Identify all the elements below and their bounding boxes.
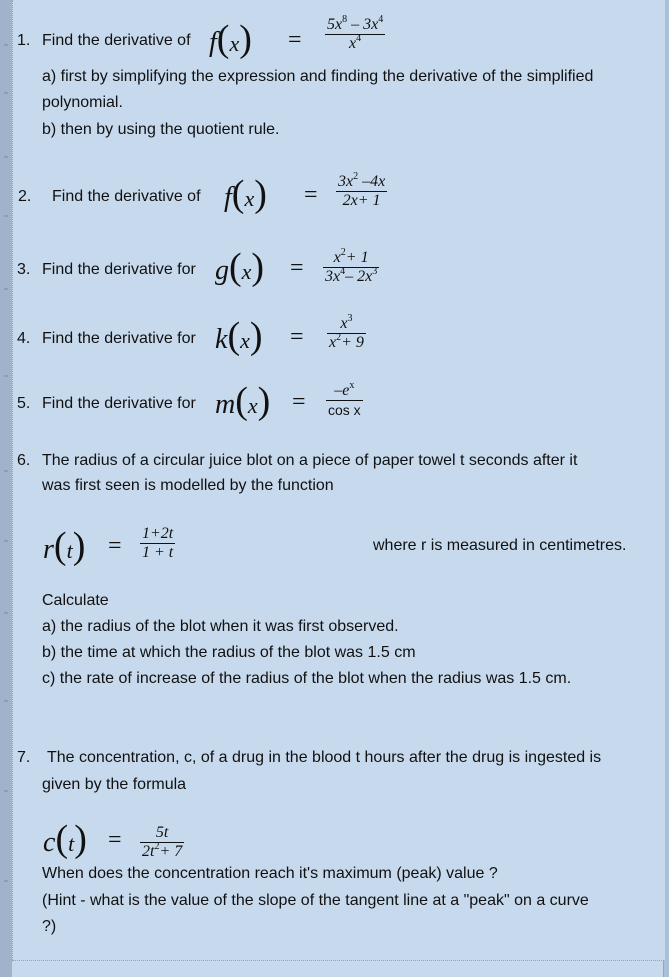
q1-text: Find the derivative of [42, 32, 191, 49]
q2-equals: = [304, 182, 318, 208]
q3-num: x [333, 249, 341, 266]
q3-function-name: g [215, 255, 229, 286]
q1-function: f(x) [209, 18, 252, 60]
q4-fraction [327, 315, 366, 352]
q4-num-exp: 3 [347, 313, 353, 324]
q5-function-arg: x [247, 393, 258, 418]
q2-num-exp: 2 [353, 171, 359, 182]
q3-equals: = [290, 255, 304, 281]
q4-function-name: k [215, 324, 228, 355]
q7-den-rest: + 7 [159, 843, 183, 860]
q3-den-b: – 2x [345, 268, 373, 285]
q6-part-a: a) the radius of the blot when it was first observed. [42, 618, 399, 635]
q6-number: 6. [17, 452, 31, 469]
q6-function-arg: t [66, 538, 73, 563]
q7-line2: given by the formula [42, 776, 187, 793]
q2-num: 3x [338, 173, 354, 190]
q4-function-arg: x [240, 328, 250, 353]
q1-den-exp: 4 [356, 33, 362, 44]
q6-where: where r is measured in centimetres. [373, 537, 627, 554]
q3-function: g(x) [215, 246, 265, 288]
q2-function: f(x) [224, 173, 267, 215]
q2-num-rest: –4x [358, 173, 386, 190]
q3-number: 3. [17, 261, 31, 278]
q4-function: k(x) [215, 315, 263, 357]
q5-den: cos x [328, 402, 361, 418]
left-page-edge [0, 0, 12, 977]
q1-function-name: f [209, 27, 217, 58]
q6-line2: was first seen is modelled by the function [42, 477, 334, 494]
q3-den-b-exp: 3 [372, 266, 378, 277]
q1-part-b: b) then by using the quotient rule. [42, 121, 280, 138]
q7-num: 5t [155, 824, 169, 841]
q5-number: 5. [17, 395, 31, 412]
q6-calculate: Calculate [42, 592, 109, 609]
q7-question: When does the concentration reach it's maximum (peak) value ? [42, 865, 498, 882]
q7-den: 2t [142, 843, 155, 860]
q4-den-rest: + 9 [341, 334, 364, 351]
q7-fraction [140, 824, 184, 861]
q3-den-a-exp: 4 [340, 266, 346, 277]
q6-num: 1+2t [142, 525, 174, 542]
q7-function: c(t) [43, 818, 87, 860]
sheet-bottom-border [12, 960, 664, 961]
q6-function-name: r [43, 534, 54, 565]
q6-fraction [140, 525, 175, 562]
q4-equals: = [290, 324, 304, 350]
q3-den-a: 3x [325, 268, 341, 285]
q7-number: 7. [17, 749, 31, 766]
q5-function-name: m [215, 389, 236, 420]
q1-part-a-line2: polynomial. [42, 94, 123, 111]
q1-den: x [349, 35, 357, 52]
q2-fraction [336, 173, 387, 210]
q7-function-name: c [43, 827, 56, 858]
q3-fraction [323, 249, 379, 286]
q4-den-exp: 2 [336, 332, 342, 343]
q3-text: Find the derivative for [42, 261, 196, 278]
q2-function-arg: x [244, 186, 255, 211]
q6-den: 1 + t [142, 544, 174, 561]
q7-hint-line1: (Hint - what is the value of the slope of the tangent line at a "peak" on a curve [42, 892, 589, 909]
worksheet [12, 0, 665, 960]
q3-num-rest: + 1 [345, 249, 369, 266]
q7-den-exp: 2 [154, 841, 160, 852]
q3-num-exp: 2 [340, 247, 346, 258]
q2-function-name: f [224, 182, 232, 213]
q1-fraction [325, 16, 385, 53]
q2-den: 2x+ 1 [342, 192, 381, 209]
q1-function-arg: x [229, 31, 240, 56]
q1-num-b-exp: 4 [378, 14, 384, 25]
q6-function: r(t) [43, 525, 86, 567]
q6-part-c: c) the rate of increase of the radius of the blot when the radius was 1.5 cm. [42, 670, 572, 687]
q2-number: 2. [18, 188, 32, 205]
q5-fraction [326, 382, 363, 419]
q2-text: Find the derivative of [52, 188, 201, 205]
q7-equals: = [108, 827, 122, 853]
q6-equals: = [108, 533, 122, 559]
q3-function-arg: x [241, 259, 252, 284]
q1-num-a: 5x [327, 16, 343, 33]
q1-number: 1. [17, 32, 31, 49]
q1-part-a-line1: a) first by simplifying the expression and finding the derivative of the simplified [42, 68, 594, 85]
q5-text: Find the derivative for [42, 395, 196, 412]
q5-num-exp: x [349, 380, 355, 391]
q6-part-b: b) the time at which the radius of the blot was 1.5 cm [42, 644, 416, 661]
q1-num-b: – 3x [351, 16, 379, 33]
q7-line1: The concentration, c, of a drug in the blood t hours after the drug is ingested is [47, 749, 602, 766]
q5-function: m(x) [215, 380, 271, 422]
q5-num: –e [334, 382, 350, 399]
q7-hint-line2: ?) [42, 918, 57, 935]
q1-num-a-exp: 8 [342, 14, 348, 25]
q7-function-arg: t [68, 831, 75, 856]
q4-num: x [340, 315, 348, 332]
q1-equals: = [288, 27, 302, 53]
q4-den: x [329, 334, 337, 351]
q4-text: Find the derivative for [42, 330, 196, 347]
q6-line1: The radius of a circular juice blot on a piece of paper towel t seconds after it [42, 452, 578, 469]
q5-equals: = [292, 389, 306, 415]
q4-number: 4. [17, 330, 31, 347]
